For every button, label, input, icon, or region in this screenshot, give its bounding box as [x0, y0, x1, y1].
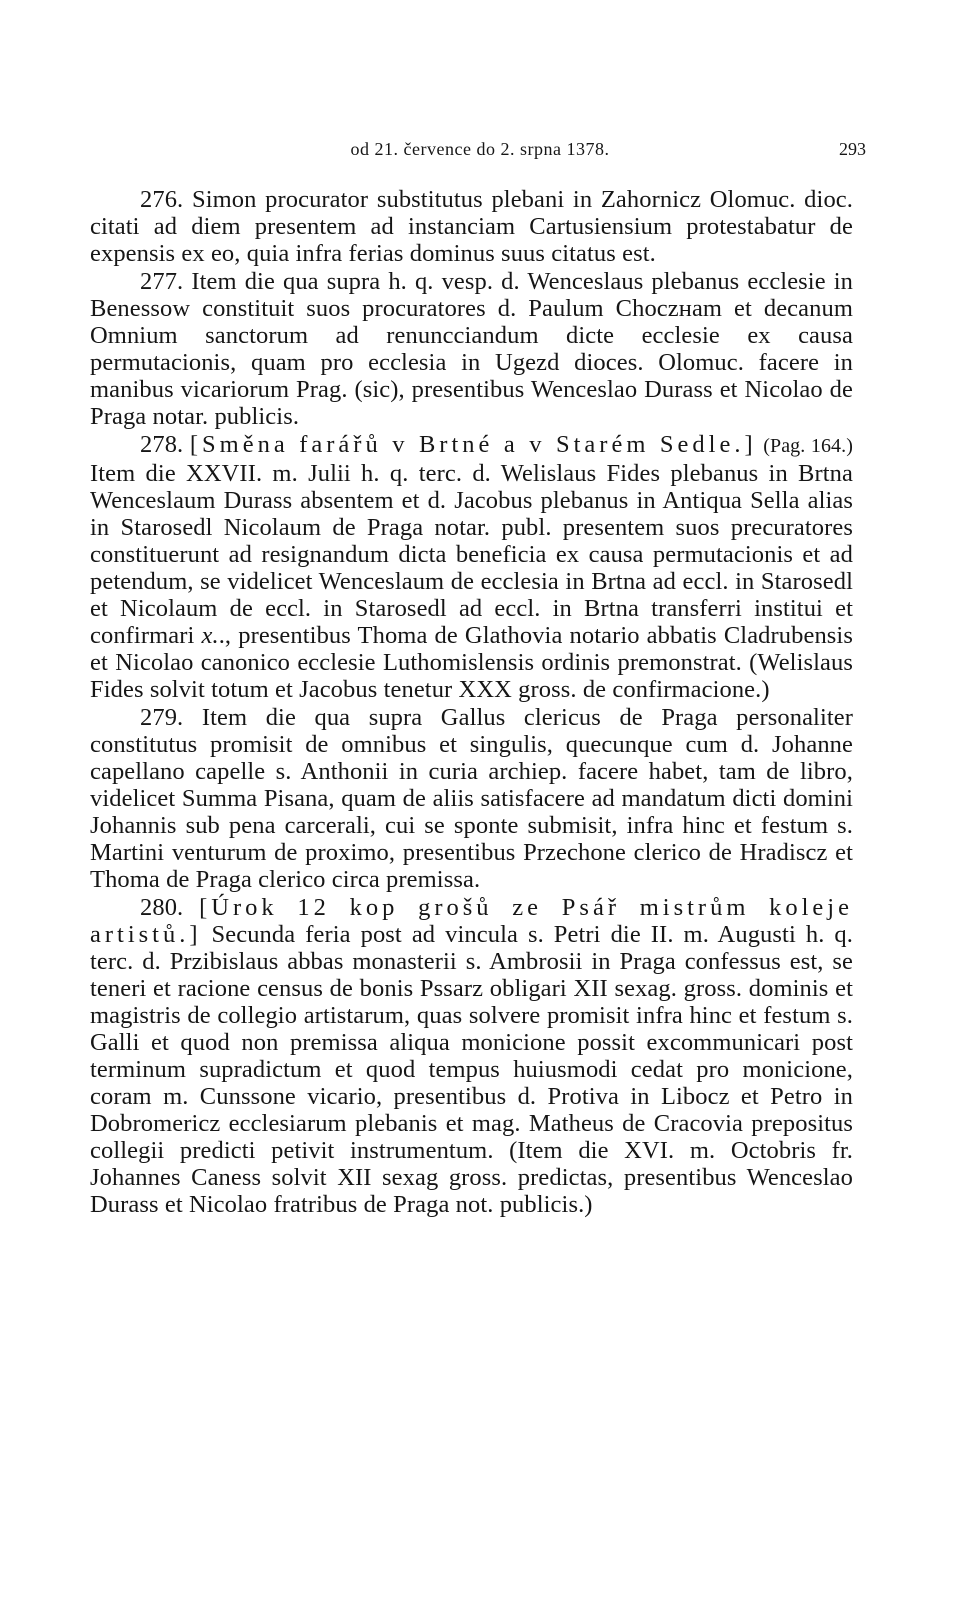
entry-280 [90, 894, 853, 1218]
entry-276 [90, 186, 853, 267]
entry-text: Item die qua supra h. q. vesp. d. Wenceslaus plebanus ecclesie in Benessow constituit suos procuratores d. Paulum Choczнam et decanum Omnium sanctorum ad renuncciandum dicte ecclesie ex causa permutacionis, quam pro ecclesia in Ugezd dioces. Olomuc. facere in manibus vicariorum Prag. (sic), presentibus Wenceslao Durass et Nicolao de Praga notar. publicis. [90, 268, 854, 430]
entry-number: 279. [140, 704, 184, 731]
entry-number: 278. [140, 431, 184, 458]
entry-text-continued: ., presentibus Thoma de Glathovia notario abbatis Cladrubensis et Nicolao canonico ecclesie Luthomislensis ordinis premonstrat. (Welislaus Fides solvit totum et Jacobus tenetur XXX gross. de confirmacione.) [90, 622, 853, 703]
entry-text: Item die qua supra Gallus clericus de Praga personaliter constitutus promisit de omnibus et singulis, quecunque cum d. Johanne capellano capelle s. Anthonii in curia archiep. facere habet, tam de libro, videlicet Summa Pisana, quam de aliis satisfacere ad mandatum dicti domini Johannis sub pena carcerali, cui se sponte submisit, infra hinc et festum s. Martini venturum de proximo, presentibus Przechone clerico de Hradiscz et Thoma de Praga clerico circa premissa. [90, 704, 853, 893]
entry-number: 276. [140, 186, 184, 213]
entry-number: 277. [140, 268, 184, 295]
entry-text: Item die XXVII. m. Julii h. q. terc. d. Welislaus Fides plebanus in Brtna Wenceslaum Durass absentem et d. Jacobus plebanus in Antiqua Sella alias in Starosedl Nicolaum de Praga notar. publ. presentem suos precuratores constituerunt ad resignandum dicta beneficia ex causa permutacionis et ad petendum, se videlicet Wenceslaum de ecclesia in Brtna ad eccl. in Starosedl et Nicolaum de eccl. in Starosedl ad eccl. in Brtna transferri institui et confirmari [90, 460, 853, 649]
running-title: od 21. července do 2. srpna 1378. [350, 139, 610, 159]
entry-text: Simon procurator substitutus plebani in Zahornicz Olomuc. dioc. citati ad diem presentem ad instanciam Cartusiensium protestabatur de expensis ex eo, quia infra ferias dominus suus citatus est. [90, 186, 853, 267]
text-body [90, 186, 853, 1219]
entry-number: 280. [140, 894, 184, 921]
entry-278 [90, 431, 853, 703]
entry-heading: [Směna farářů v Brtné a v Starém Sedle.] [189, 431, 757, 458]
page-number: 293 [839, 139, 866, 159]
entry-279 [90, 704, 853, 893]
entry-277 [90, 268, 853, 430]
etc-ligature: x. [201, 622, 219, 649]
page-header [90, 134, 870, 164]
page-reference: (Pag. 164.) [763, 435, 854, 457]
entry-text: Secunda feria post ad vincula s. Petri die II. m. Augusti h. q. terc. d. Przibislaus abbas monasterii s. Ambrosii in Praga confessus est, se teneri et racione census de bonis Pssarz obligari XII sexag. gross. dominis et magistris de collegio artistarum, quas solvere promisit infra hinc et festum s. Galli et quod non premissa aliqua monicione possit excommunicari post terminum supradictum et quod tempus huiusmodi cedat pro monicione, coram m. Cunssone vicario, presentibus d. Protiva in Libocz et Petro in Dobromericz ecclesiarum plebanis et mag. Matheus de Cracovia prepositus collegii predicti petivit instrumentum. (Item die XVI. m. Octobris fr. Johannes Caness solvit XII sexag gross. predictas, presentibus Wenceslao Durass et Nicolao fratribus de Praga not. publicis.) [90, 921, 853, 1218]
entry-heading: [Úrok 12 kop grošů ze Psář mistrům koleje artistů.] [90, 894, 853, 948]
